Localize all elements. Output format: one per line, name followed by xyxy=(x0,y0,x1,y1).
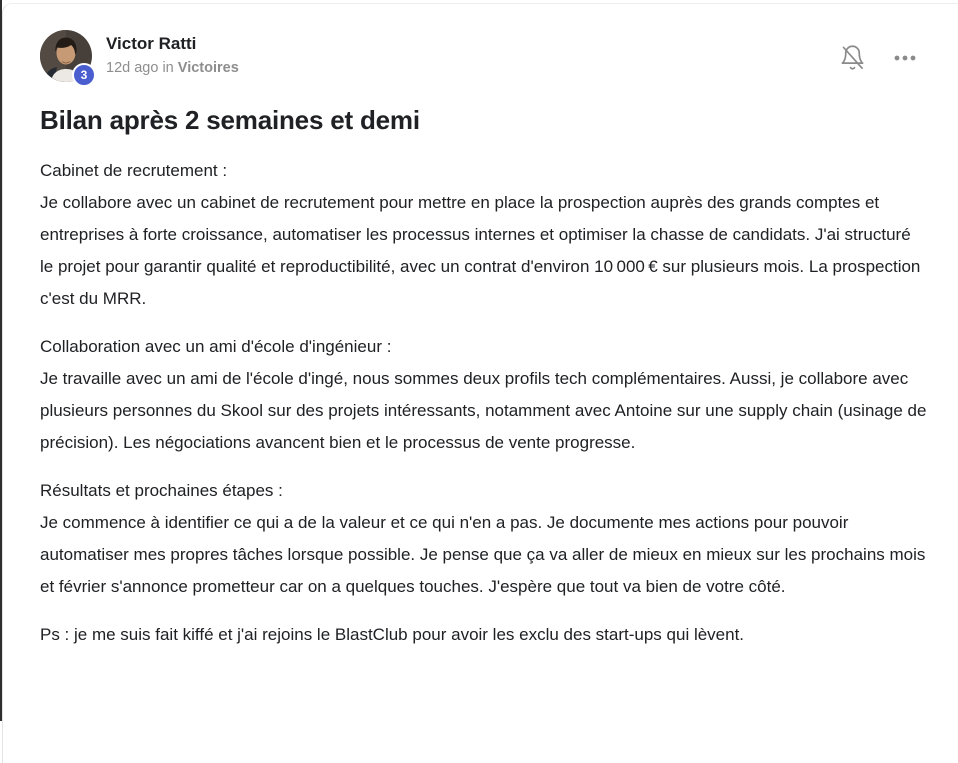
paragraph-header: Cabinet de recrutement : xyxy=(40,161,228,180)
post-paragraph: Résultats et prochaines étapes : Je commence à identifier ce qui a de la valeur et ce qui n'en a pas. Je documente mes actions pour pouvoir automatiser mes propres tâches lorsque possible. Je pense que ça va aller de mieux en mieux sur les prochains mois et février s'annonce prometteur car on a quelques touches. J'espère que tout va bien de votre côté. xyxy=(40,481,926,596)
post-card xyxy=(2,3,958,763)
author-block xyxy=(106,30,239,77)
author-name[interactable]: Victor Ratti xyxy=(106,34,197,53)
more-options-icon[interactable] xyxy=(894,55,916,61)
post-category-link[interactable]: Victoires xyxy=(177,60,239,76)
paragraph-header: Résultats et prochaines étapes : xyxy=(40,481,283,500)
post-header xyxy=(40,30,924,82)
post-paragraph: Cabinet de recrutement : Je collabore avec un cabinet de recrutement pour mettre en place la prospection auprès des grands comptes et entreprises à forte croissance, automatiser les processus internes et optimiser la chasse de candidats. J'ai structuré le projet pour garantir qualité et reproductibilité, avec un contrat d'environ 10 000 € sur plusieurs mois. La prospection c'est du MRR. xyxy=(40,161,921,308)
meta-in-word: in xyxy=(162,60,174,76)
paragraph-header: Collaboration avec un ami d'école d'ingénieur : xyxy=(40,337,392,356)
post-title: Bilan après 2 semaines et demi xyxy=(40,105,420,135)
post-meta xyxy=(106,59,239,77)
avatar[interactable] xyxy=(40,30,92,82)
post-paragraph: Collaboration avec un ami d'école d'ingénieur : Je travaille avec un ami de l'école d'ingé, nous sommes deux profils tech complémentaires. Aussi, je collabore avec plusieurs personnes du Skool sur des projets intéressants, notamment avec Antoine sur une supply chain (usinage de précision). Les négociations avancent bien et le processus de vente progresse. xyxy=(40,337,927,452)
level-badge: 3 xyxy=(72,63,96,87)
post-body xyxy=(40,155,928,651)
header-actions xyxy=(839,30,924,71)
post-time: 12d ago xyxy=(106,60,159,76)
notifications-off-icon[interactable] xyxy=(839,44,866,71)
post-paragraph: Ps : je me suis fait kiffé et j'ai rejoins le BlastClub pour avoir les exclu des start-ups qui lèvent. xyxy=(40,625,745,644)
